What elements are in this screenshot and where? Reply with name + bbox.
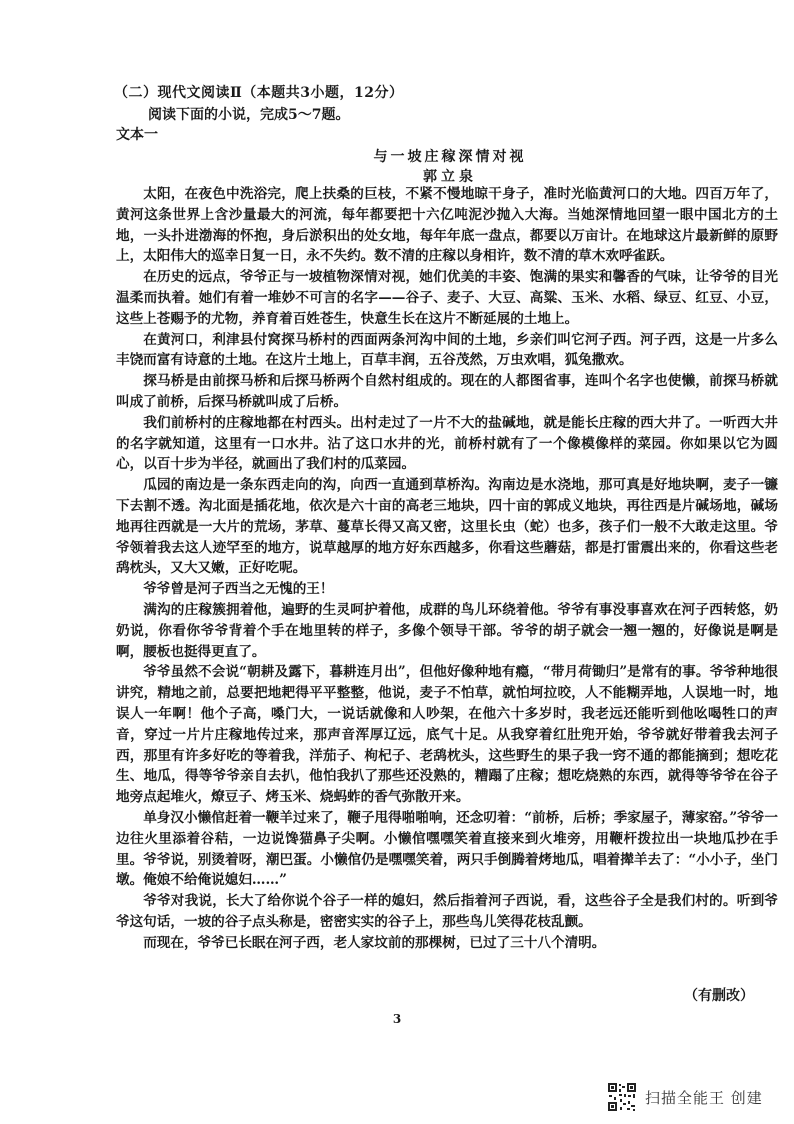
- text-label: 文本一: [116, 127, 158, 143]
- paragraph: 在黄河口，利津县付窝探马桥村的西面两条河沟中间的土地，乡亲们叫它河子西。河子西，这是一片多么丰饶而富有诗意的土地。在这片土地上，百草丰润，五谷茂然，万虫欢唱，狐兔撒欢。: [116, 331, 778, 369]
- paragraph: 我们前桥村的庄稼地都在村西头。出村走过了一片不大的盐碱地，就是能长庄稼的西大井了。一听西大井的名字就知道，这里有一口水井。沾了这口水井的光，前桥村就有了一个像模像样的菜园。你如果以它为圆心，以百十步为半径，就画出了我们村的瓜菜园。: [116, 414, 778, 473]
- qr-code-icon: [607, 1082, 637, 1112]
- page-number: 3: [392, 1012, 402, 1026]
- scanner-watermark: [607, 1081, 763, 1113]
- watermark-text: 扫描全能王 创建: [645, 1088, 763, 1107]
- story-author: 郭立泉: [423, 169, 477, 185]
- revision-note: （有删改）: [684, 988, 754, 1004]
- paragraph: 而现在，爷爷已长眠在河子西，老人家坟前的那棵树，已过了三十八个清明。: [143, 934, 606, 951]
- paragraph: 瓜园的南边是一条东西走向的沟，向西一直通到草桥沟。沟南边是水浇地，那可真是好地块啊，麦子一镰下去割不透。沟北面是插花地，依次是六十亩的高老三地块，四十亩的郭成义地块，再往西是片碱场地，碱场地再往西就是一大片的荒场，茅草、蔓草长得又高又密，这里长虫（蛇）也多，孩子们一般不大敢走这里。爷爷领着我去这人迹罕至的地方，说草越厚的地方好东西越多，你看这些蘑菇，都是打雷震出来的，你看这些老鸹枕头，又大又嫩，正好吃呢。: [116, 477, 778, 577]
- story-body: [116, 184, 778, 953]
- paragraph: 爷爷曾是河子西当之无愧的王！: [143, 581, 334, 598]
- paragraph: 在历史的远点，爷爷正与一坡植物深情对视，她们优美的丰姿、饱满的果实和馨香的气味，让爷爷的目光温柔而执着。她们有着一堆妙不可言的名字——谷子、麦子、大豆、高粱、玉米、水稻、绿豆、红豆、小豆，这些上苍赐予的尤物，养育着百姓苍生，快意生长在这片不断延展的土地上。: [116, 269, 778, 327]
- paragraph: 爷爷虽然不会说“朝耕及露下，暮耕连月出”，但他好像种地有瘾，“带月荷锄归”是常有的事。爷爷种地很讲究，精地之前，总要把地耙得平平整整，他说，麦子不怕草，就怕坷拉咬，人不能糊弄地，人误地一时，地误人一年啊！他个子高，嗓门大，一说话就像和人吵架，在他六十多岁时，我老远还能听到他吆喝牲口的声音，穿过一片片庄稼地传过来，那声音浑厚辽远，底气十足。从我穿着红肚兜开始，爷爷就好带着我去河子西，那里有许多好吃的等着我，洋茄子、枸杞子、老鸹枕头，这些野生的果子我一窍不通的都能摘到；想吃花生、地瓜，得等爷爷亲自去扒，他怕我扒了那些还没熟的，糟蹋了庄稼；想吃烧熟的东西，就得等爷爷在谷子地旁点起堆火，燎豆子、烤玉米、烧蚂蚱的香气弥散开来。: [116, 664, 778, 806]
- paragraph: 满沟的庄稼簇拥着他，遍野的生灵呵护着他，成群的鸟儿环绕着他。爷爷有事没事喜欢在河子西转悠，奶奶说，你看你爷爷背着个手在地里转的样子，多像个领导干部。爷爷的胡子就会一翘一翘的，好像说是啊是啊，腰板也挺得更直了。: [116, 601, 778, 660]
- paragraph: 太阳，在夜色中洗浴完，爬上扶桑的巨枝，不紧不慢地晾干身子，准时光临黄河口的大地。四百万年了，黄河这条世界上含沙量最大的河流，每年都要把十六亿吨泥沙抛入大海。当她深情地回望一眼中国北方的土地，一头扑进渤海的怀抱，身后淤积出的处女地，每年年底一盘点，都要以万亩计。在地球这片最新鲜的原野上，太阳伟大的巡幸日复一日，永不失约。数不清的庄稼以身相许，数不清的草木欢呼雀跃。: [116, 186, 778, 265]
- paragraph: 单身汉小懒倌赶着一鞭羊过来了，鞭子甩得啪啪响，还念叨着：“前桥，后桥；季家屋子，薄家窑。”爷爷一边往火里添着谷秸，一边说馋猫鼻子尖啊。小懒倌嘿嘿笑着直接来到火堆旁，用鞭杆拨拉出一块地瓜抄在手里。爷爷说，别烫着呀，潮巴蛋。小懒倌仍是嘿嘿笑着，两只手倒腾着烤地瓜，唱着撵羊去了：“小小子，坐门墩。俺娘不给俺说媳妇……”: [116, 809, 778, 889]
- paragraph: 探马桥是由前探马桥和后探马桥两个自然村组成的。现在的人都图省事，连叫个名字也使懒，前探马桥就叫成了前桥，后探马桥就叫成了后桥。: [116, 373, 778, 410]
- story-title: 与一坡庄稼深情对视: [373, 149, 527, 165]
- paragraph: 爷爷对我说，长大了给你说个谷子一样的媳妇，然后指着河子西说，看，这些谷子全是我们村的。听到爷爷这句话，一坡的谷子点头称是，密密实实的谷子上，那些鸟儿笑得花枝乱颤。: [116, 893, 778, 930]
- section-heading: （二）现代文阅读Ⅱ（本题共3小题，12分）: [114, 85, 404, 101]
- instruction-text: 阅读下面的小说，完成5～7题。: [148, 107, 350, 123]
